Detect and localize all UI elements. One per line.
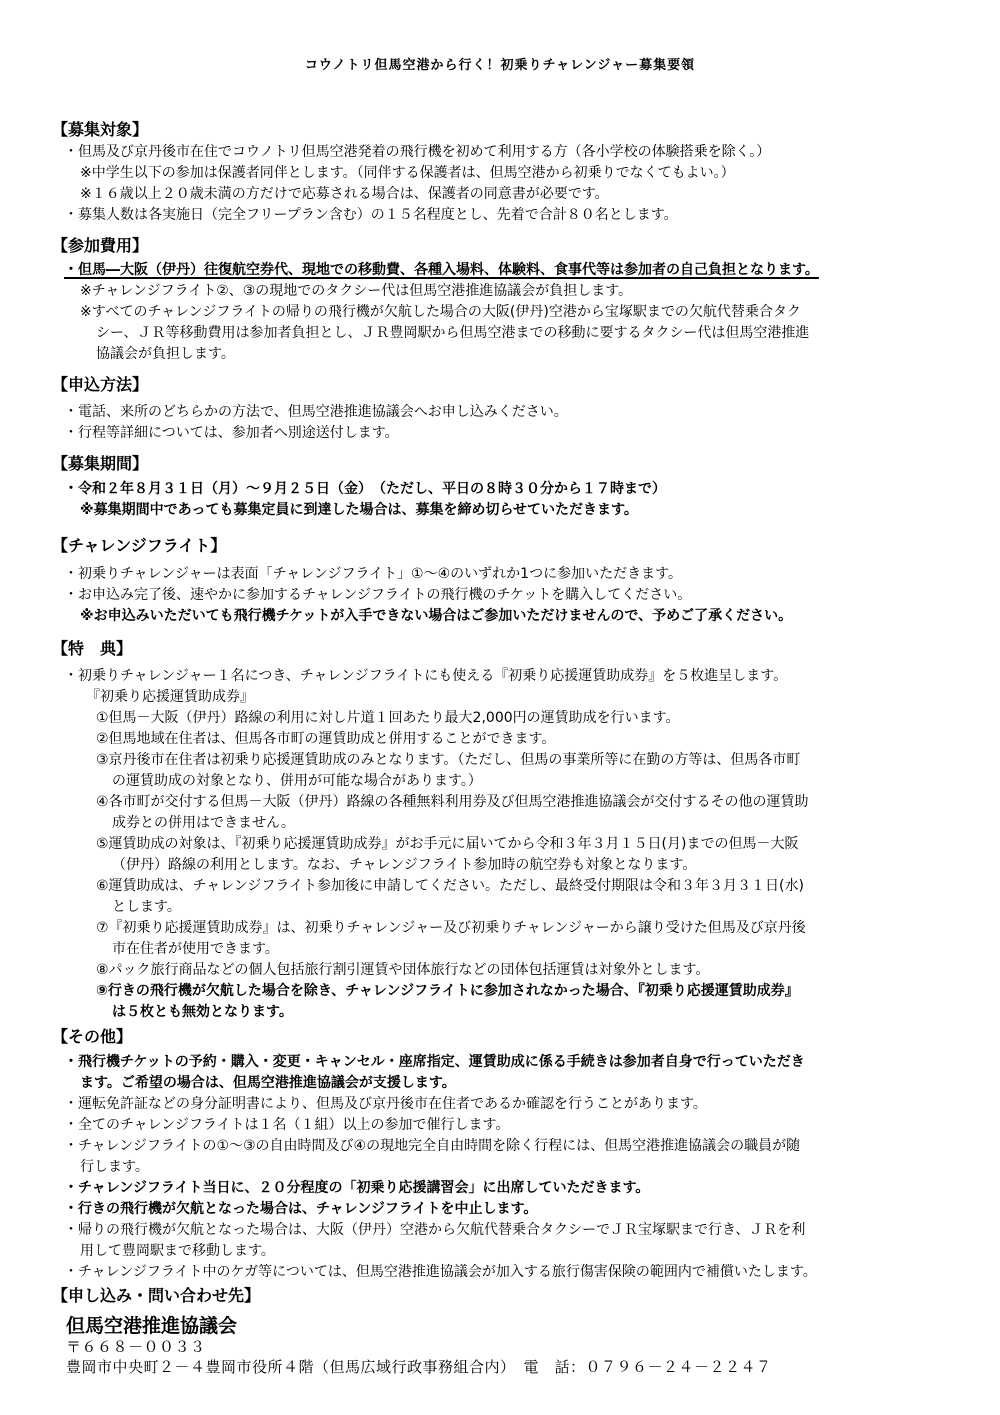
text-line: ・初乗りチャレンジャーは表面「チャレンジフライト」①～④のいずれか1つに参加いただきます。: [64, 566, 682, 582]
text-line: ・運転免許証などの身分証明書により、但馬及び京丹後市在住者であるか確認を行うことがあります。: [64, 1096, 707, 1112]
text-line: ⑥運賃助成は、チャレンジフライト参加後に申請してください。ただし、最終受付期限は令和３年３月３１日(水): [96, 878, 804, 894]
text-line: ※チャレンジフライト②、③の現地でのタクシー代は但馬空港推進協議会が負担します。: [80, 283, 633, 299]
heading-other: 【その他】: [52, 1027, 133, 1046]
text-line-emphasis: ます。ご希望の場合は、但馬空港推進協議会が支援します。: [80, 1075, 456, 1091]
text-line-emphasis: ⑨行きの飛行機が欠航した場合を除き、チャレンジフライトに参加されなかった場合、『初乗り応援運賃助成券』: [96, 983, 799, 999]
text-line: ⑧パック旅行商品などの個人包括旅行割引運賃や団体旅行などの団体包括運賃は対象外とします。: [96, 962, 710, 978]
text-line: 成券との併用はできません。: [112, 815, 295, 831]
text-line: ・初乗りチャレンジャー１名につき、チャレンジフライトにも使える『初乗り応援運賃助成券』を５枚進呈します。: [64, 668, 788, 684]
address-phone: 豊岡市中央町２－４豊岡市役所４階（但馬広域行政事務組合内） 電 話：０７９６－２４－２２４７: [66, 1358, 772, 1376]
text-line: ・但馬及び京丹後市在住でコウノトリ但馬空港発着の飛行機を初めて利用する方（各小学校の体験搭乗を除く。）: [64, 144, 771, 160]
organization-name: 但馬空港推進協議会: [66, 1315, 238, 1337]
text-line: ・チャレンジフライトの①～③の自由時間及び④の現地完全自由時間を除く行程には、但馬空港推進協議会の職員が随: [64, 1138, 801, 1154]
text-line-emphasis: ※お申込みいただいても飛行機チケットが入手できない場合はご参加いただけませんので、予めご了承ください。: [80, 608, 793, 624]
text-line-emphasis: ・行きの飛行機が欠航となった場合は、チャレンジフライトを中止します。: [64, 1201, 538, 1217]
heading-benefits: 【特 典】: [52, 639, 133, 658]
text-line: ①但馬－大阪（伊丹）路線の利用に対し片道１回あたり最大2,000円の運賃助成を行います。: [96, 710, 680, 726]
heading-contact: 【申し込み・問い合わせ先】: [52, 1286, 261, 1305]
text-line-emphasis: ・チャレンジフライト当日に、２０分程度の「初乗り応援講習会」に出席していただきます。: [64, 1180, 650, 1196]
text-line: ・行程等詳細については、参加者へ別途送付します。: [64, 425, 399, 441]
text-line: ⑦『初乗り応援運賃助成券』は、初乗りチャレンジャー及び初乗りチャレンジャーから譲り受けた但馬及び京丹後: [96, 920, 806, 936]
text-line: 協議会が負担します。: [96, 346, 235, 362]
text-line: （伊丹）路線の利用とします。なお、チャレンジフライト参加時の航空券も対象となります。: [112, 857, 697, 873]
text-line-emphasis: ・令和２年８月３１日（月）～９月２５日（金） （ただし、平日の８時３０分から１７時まで）: [64, 481, 666, 497]
heading-recruitment-target: 【募集対象】: [52, 120, 149, 139]
text-line: ・チャレンジフライト中のケガ等については、但馬空港推進協議会が加入する旅行傷害保険の範囲内で補償いたします。: [64, 1264, 817, 1280]
text-line-emphasis: ・但馬―大阪（伊丹）往復航空券代、現地での移動費、各種入場料、体験料、食事代等は参加者の自己負担となります。: [64, 262, 819, 278]
postal-code: 〒６６８－００３３: [66, 1338, 206, 1356]
text-line: ※中学生以下の参加は保護者同伴とします。（同伴する保護者は、但馬空港から初乗りでなくてもよい。）: [80, 165, 735, 181]
text-line: 『初乗り応援運賃助成券』: [86, 689, 254, 705]
text-line: ・全てのチャレンジフライトは１名（１組）以上の参加で催行します。: [64, 1117, 510, 1133]
text-line: ・電話、来所のどちらかの方法で、但馬空港推進協議会へお申し込みください。: [64, 404, 568, 420]
text-line-emphasis: は５枚とも無効となります。: [112, 1004, 293, 1020]
text-line-emphasis: ・飛行機チケットの予約・購入・変更・キャンセル・座席指定、運賃助成に係る手続きは参加者自身で行っていただき: [64, 1054, 805, 1070]
text-line: 行します。: [80, 1159, 149, 1175]
text-line: ②但馬地域在住者は、但馬各市町の運賃助成と併用することができます。: [96, 731, 556, 747]
text-line: 市在住者が使用できます。: [112, 941, 279, 957]
text-line: ③京丹後市在住者は初乗り応援運賃助成のみとなります。（ただし、但馬の事業所等に在勤の方等は、但馬各市町: [96, 752, 801, 768]
text-line: 用して豊岡駅まで移動します。: [80, 1243, 275, 1259]
page-title: コウノトリ但馬空港から行く！初乗りチャレンジャー募集要領: [304, 58, 696, 73]
text-line-emphasis: ※募集期間中であっても募集定員に到達した場合は、募集を締め切らせていただきます。: [80, 502, 638, 518]
text-line: ※１６歳以上２０歳未満の方だけで応募される場合は、保護者の同意書が必要です。: [80, 186, 609, 202]
heading-application-period: 【募集期間】: [52, 454, 149, 473]
text-line: ・募集人数は各実施日（完全フリープラン含む）の１５名程度とし、先着で合計８０名とします。: [64, 207, 678, 223]
heading-participation-cost: 【参加費用】: [52, 236, 149, 255]
text-line: の運賃助成の対象となり、併用が可能な場合があります。）: [112, 773, 482, 789]
text-line: とします。: [112, 899, 181, 915]
text-line: ※すべてのチャレンジフライトの帰りの飛行機が欠航した場合の大阪(伊丹)空港から宝塚駅までの欠航代替乗合タク: [80, 304, 801, 320]
text-line: ・帰りの飛行機が欠航となった場合は、大阪（伊丹）空港から欠航代替乗合タクシーでＪＲ宝塚駅まで行き、ＪＲを利: [64, 1222, 806, 1238]
heading-application-method: 【申込方法】: [52, 375, 149, 394]
heading-challenge-flight: 【チャレンジフライト】: [52, 536, 227, 555]
text-line: ④各市町が交付する但馬－大阪（伊丹）路線の各種無料利用券及び但馬空港推進協議会が交付するその他の運賃助: [96, 794, 809, 810]
text-line: ⑤運賃助成の対象は、『初乗り応援運賃助成券』がお手元に届いてから令和３年３月１５日(月)までの但馬－大阪: [96, 836, 799, 852]
text-line: シー、ＪＲ等移動費用は参加者負担とし、ＪＲ豊岡駅から但馬空港までの移動に要するタクシー代は但馬空港推進: [96, 325, 810, 341]
text-line: ・お申込み完了後、速やかに参加するチャレンジフライトの飛行機のチケットを購入してください。: [64, 587, 692, 603]
